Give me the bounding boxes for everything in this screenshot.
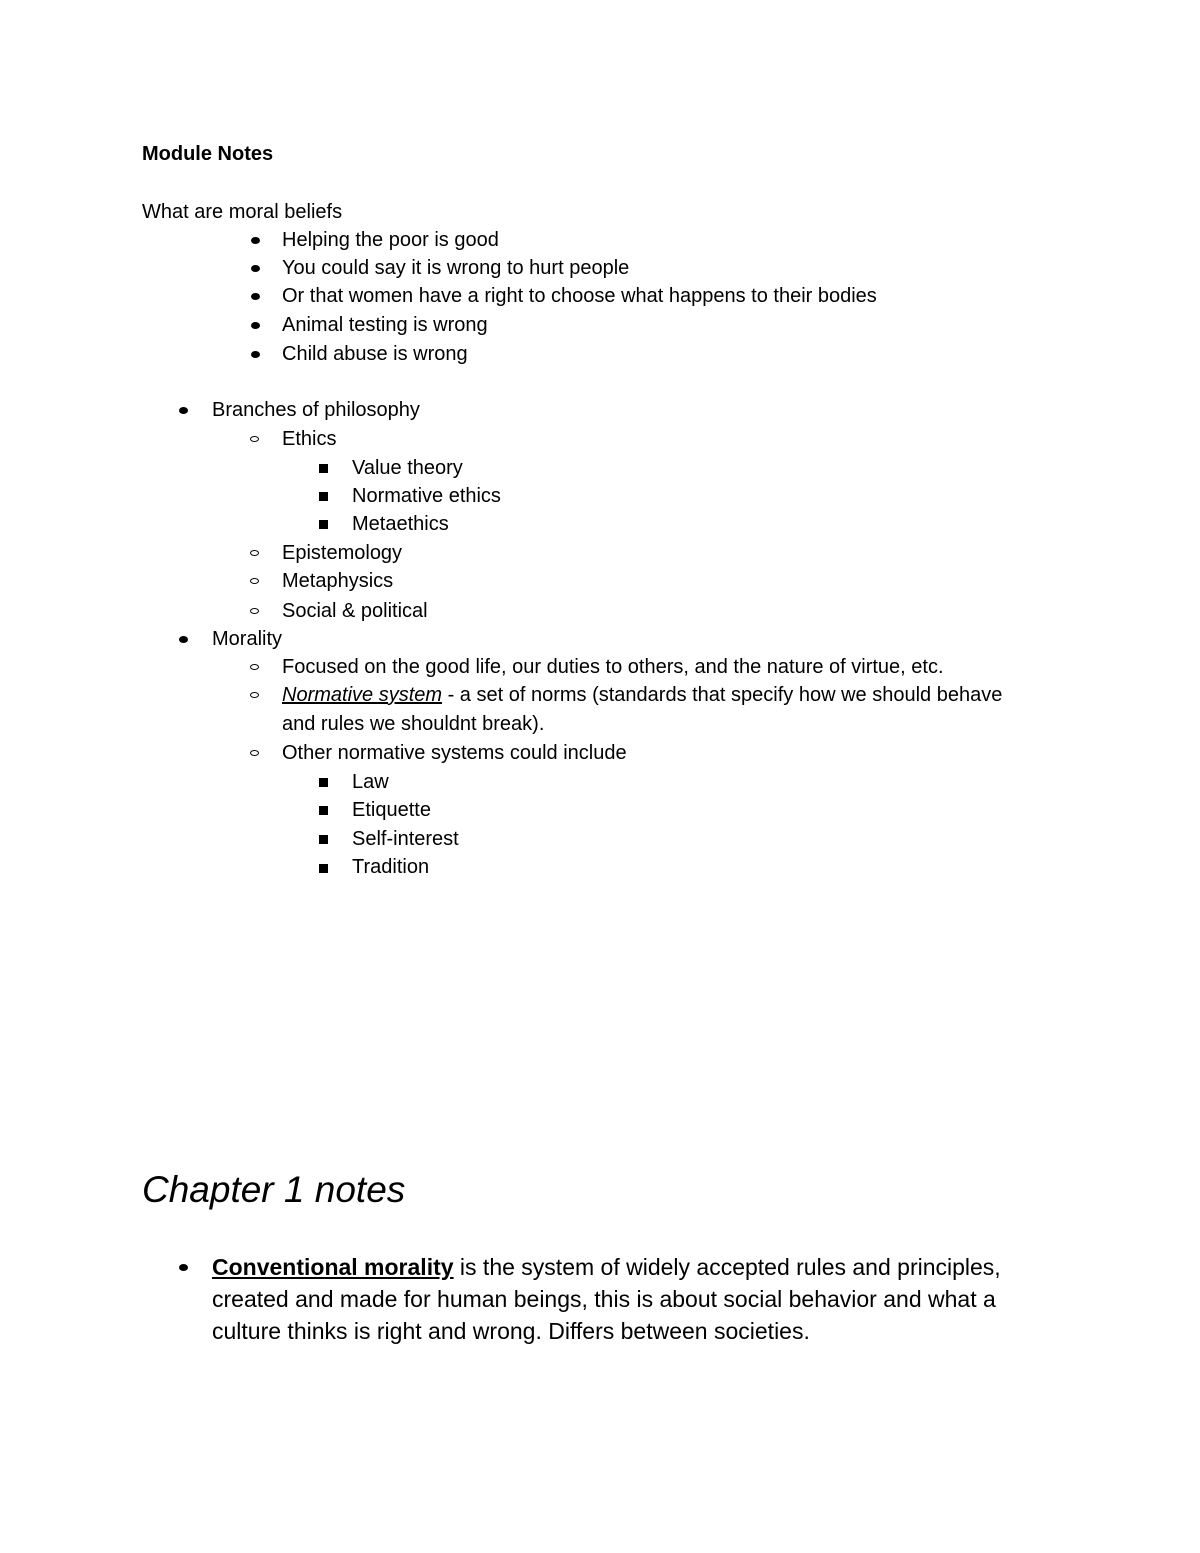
bullet-disc-icon [179, 1264, 188, 1271]
bullet-disc-icon [179, 407, 188, 414]
bullet-square-icon [319, 778, 328, 787]
ethics-item: Normative ethics [352, 485, 501, 507]
branches-heading: Branches of philosophy [212, 399, 420, 421]
bullet-disc-icon [251, 237, 260, 244]
belief-item: Helping the poor is good [282, 229, 499, 251]
bullet-square-icon [319, 864, 328, 873]
bullet-square-icon [319, 806, 328, 815]
ethics-item: Metaethics [352, 513, 449, 535]
chapter-title: Chapter 1 notes [142, 1169, 406, 1210]
other-systems-heading: Other normative systems could include [282, 742, 627, 764]
system-item: Tradition [352, 856, 430, 878]
bullet-disc-icon [251, 322, 260, 329]
branch-item: Metaphysics [282, 570, 394, 592]
bullet-disc-icon [179, 636, 188, 643]
conventional-morality-definition-cont: created and made for human beings, this is about social behavior and what a [212, 1286, 996, 1312]
conventional-morality-term: Conventional morality [212, 1254, 454, 1280]
bullet-disc-icon [251, 293, 260, 300]
bullet-circle-icon [250, 664, 259, 670]
morality-heading: Morality [212, 628, 283, 650]
moral-beliefs-question: What are moral beliefs [142, 201, 343, 223]
conventional-morality-line [212, 1251, 1001, 1283]
bullet-disc-icon [251, 265, 260, 272]
conventional-morality-definition-end: culture thinks is right and wrong. Differs between societies. [212, 1318, 810, 1344]
bullet-circle-icon [250, 750, 259, 756]
bullet-square-icon [319, 520, 328, 529]
system-item: Etiquette [352, 799, 431, 821]
bullet-disc-icon [251, 351, 260, 358]
branch-item: Social & political [282, 600, 428, 622]
system-item: Law [352, 771, 389, 793]
morality-focus: Focused on the good life, our duties to others, and the nature of virtue, etc. [282, 656, 944, 678]
bullet-circle-icon [250, 550, 259, 556]
bullet-square-icon [319, 492, 328, 501]
belief-item: Animal testing is wrong [282, 314, 488, 336]
belief-item: Or that women have a right to choose what happens to their bodies [282, 285, 877, 307]
bullet-circle-icon [250, 692, 259, 698]
bullet-square-icon [319, 464, 328, 473]
belief-item: You could say it is wrong to hurt people [282, 257, 630, 279]
normative-system-definition-cont: and rules we shouldnt break). [282, 713, 545, 735]
normative-system-term: Normative system [282, 684, 443, 706]
branch-item: Epistemology [282, 542, 403, 564]
ethics-item: Value theory [352, 457, 463, 479]
normative-system-line [282, 681, 1002, 709]
module-title: Module Notes [142, 143, 274, 165]
bullet-circle-icon [250, 608, 259, 614]
conventional-morality-definition: is the system of widely accepted rules and principles, [453, 1254, 1001, 1280]
branch-ethics: Ethics [282, 428, 337, 450]
normative-system-definition: - a set of norms (standards that specify how we should behave [442, 684, 1003, 706]
bullet-circle-icon [250, 578, 259, 584]
bullet-square-icon [319, 835, 328, 844]
belief-item: Child abuse is wrong [282, 343, 468, 365]
system-item: Self-interest [352, 828, 459, 850]
bullet-circle-icon [250, 436, 259, 442]
